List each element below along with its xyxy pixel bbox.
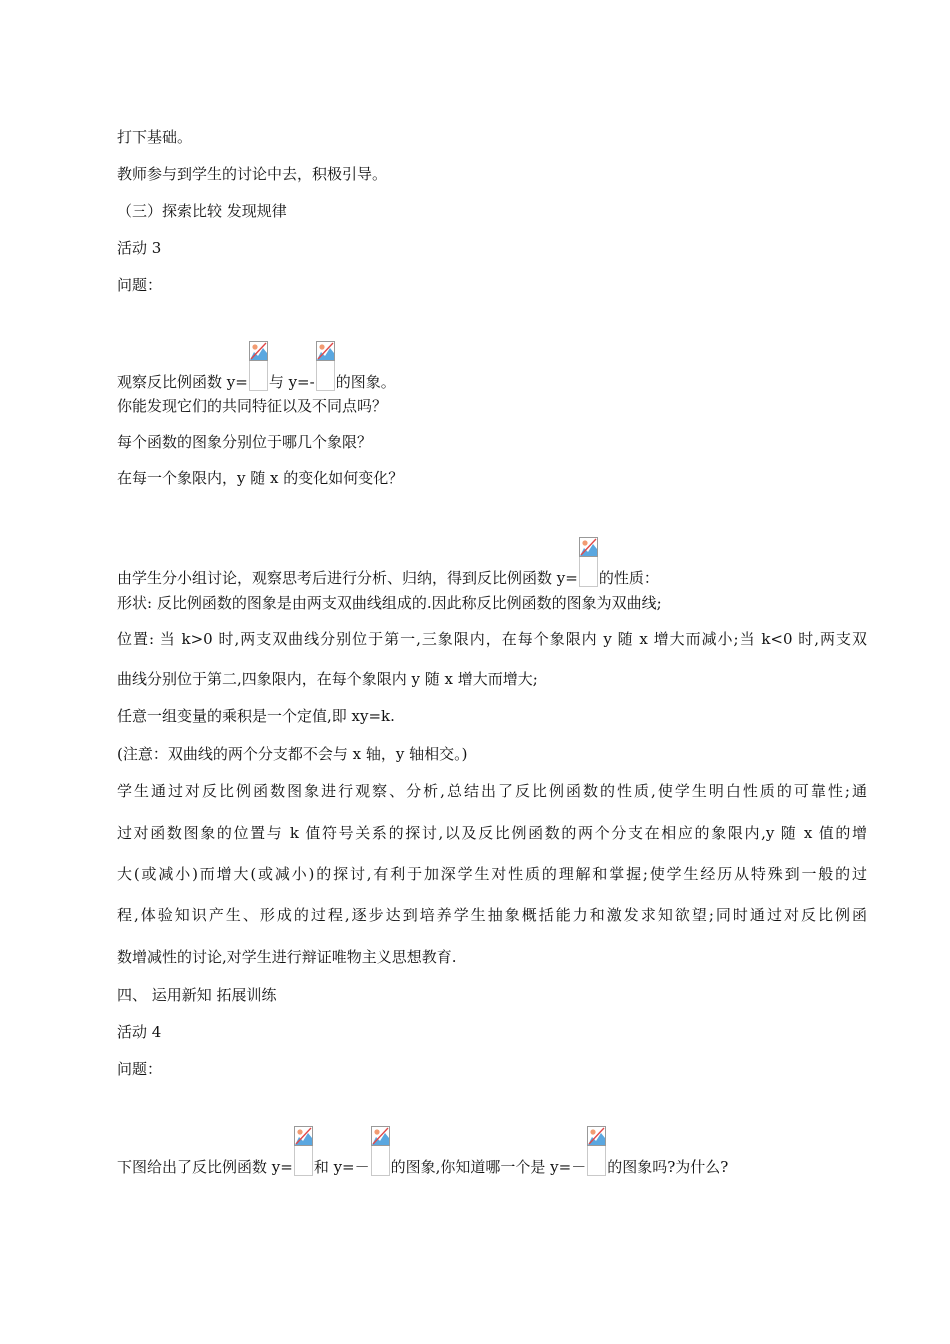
broken-image-icon (587, 1126, 606, 1146)
paragraph-line: 大(或减小)而增大(或减小)的探讨,有利于加深学生对性质的理解和掌握;使学生经历从特殊到一般的过 (117, 865, 867, 883)
formula-image (294, 1126, 313, 1176)
formula-image (579, 537, 598, 587)
paragraph-line: 程,体验知识产生、形成的过程,逐步达到培养学生抽象概括能力和激发求知欲望;同时通过对反比例函 (117, 906, 867, 924)
text-run: 的性质： (598, 569, 659, 587)
formula-image (371, 1126, 390, 1176)
paragraph-line (117, 537, 867, 588)
text-run: 和 y=－ (313, 1158, 370, 1176)
paragraph-line: 形状: 反比例函数的图象是由两支双曲线组成的.因此称反比例函数的图象为双曲线; (117, 594, 662, 612)
broken-image-icon (316, 341, 335, 361)
text-run: 的图象,你知道哪一个是 y=－ (390, 1158, 587, 1176)
text-run: 的图象。 (335, 373, 396, 391)
text-run: 下图给出了反比例函数 y= (117, 1158, 293, 1176)
text-run: 的图象吗?为什么? (607, 1158, 729, 1176)
paragraph-line: 位置: 当 k>0 时,两支双曲线分别位于第一,三象限内，在每个象限内 y 随 x 增大而减小;当 k<0 时,两支双 (117, 630, 867, 648)
section-heading: 四、 运用新知 拓展训练 (117, 986, 277, 1004)
broken-image-icon (371, 1126, 390, 1146)
paragraph-line: 教师参与到学生的讨论中去，积极引导。 (117, 165, 388, 183)
formula-image (587, 1126, 606, 1176)
text-run: 由学生分小组讨论，观察思考后进行分析、归纳，得到反比例函数 y= (117, 569, 578, 587)
formula-image (316, 341, 335, 391)
paragraph-line: 你能发现它们的共同特征以及不同点吗？ (117, 397, 388, 415)
note-line: (注意：双曲线的两个分支都不会与 x 轴，y 轴相交。) (117, 745, 468, 763)
section-heading: （三）探索比较 发现规律 (117, 202, 287, 220)
paragraph-line: 曲线分别位于第二,四象限内，在每个象限内 y 随 x 增大而增大; (117, 670, 538, 688)
broken-image-icon (579, 537, 598, 557)
paragraph-line: 过对函数图象的位置与 k 值符号关系的探讨,以及反比例函数的两个分支在相应的象限内,y 随 x 值的增 (117, 824, 867, 842)
question-label: 问题： (117, 276, 163, 294)
activity-label: 活动 4 (117, 1023, 162, 1041)
paragraph-line: 学生通过对反比例函数图象进行观察、分析,总结出了反比例函数的性质,使学生明白性质的可靠性;通 (117, 782, 867, 800)
paragraph-line: 每个函数的图象分别位于哪几个象限？ (117, 433, 373, 451)
paragraph-line: 数增减性的讨论,对学生进行辩证唯物主义思想教育. (117, 948, 457, 966)
paragraph-line (117, 1126, 867, 1177)
paragraph-line (117, 341, 867, 392)
paragraph-line: 打下基础。 (117, 128, 193, 146)
formula-image (249, 341, 268, 391)
paragraph-line: 任意一组变量的乘积是一个定值,即 xy=k. (117, 707, 395, 725)
text-run: 观察反比例函数 y= (117, 373, 248, 391)
text-run: 与 y=- (268, 373, 315, 391)
broken-image-icon (249, 341, 268, 361)
question-label: 问题： (117, 1060, 163, 1078)
paragraph-line: 在每一个象限内，y 随 x 的变化如何变化？ (117, 469, 404, 487)
broken-image-icon (294, 1126, 313, 1146)
activity-label: 活动 3 (117, 239, 162, 257)
